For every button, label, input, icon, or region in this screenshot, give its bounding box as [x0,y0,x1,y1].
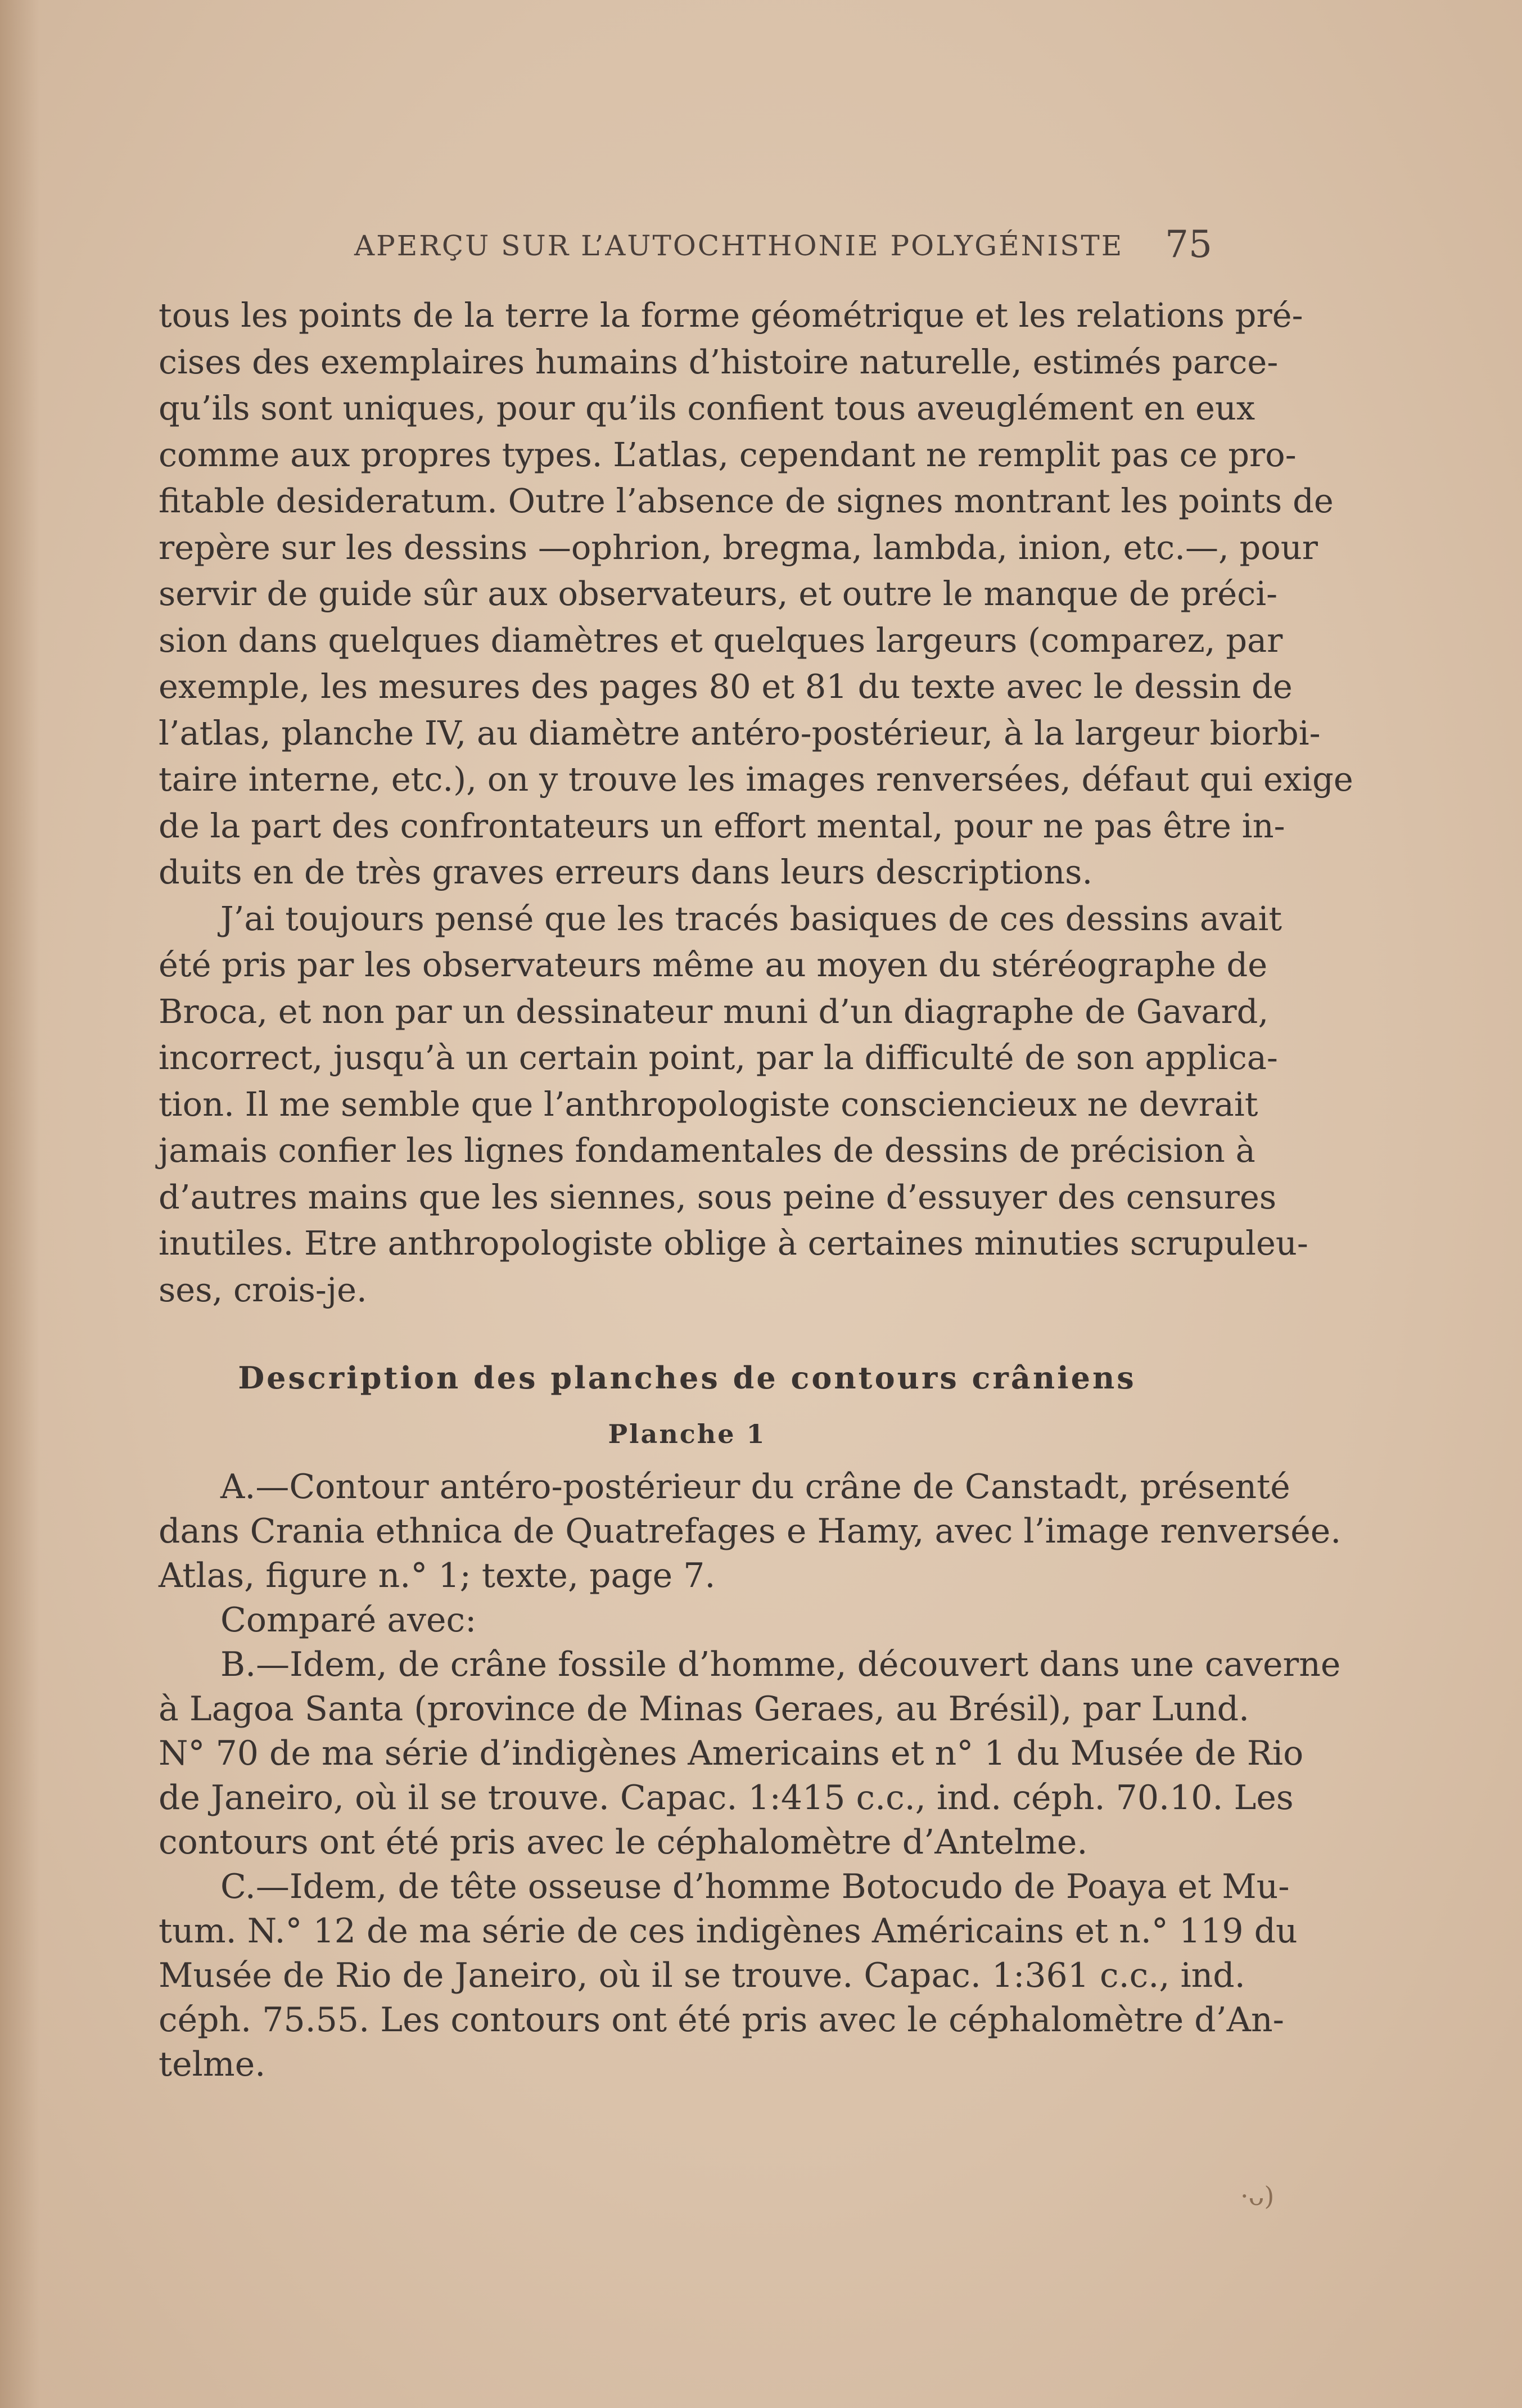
plate-line: Musée de Rio de Janeiro, où il se trouve. Capac. 1:361 c.c., ind. [159,1956,1245,1995]
text-line: comme aux propres types. L’atlas, cependant ne remplit pas ce pro- [159,435,1297,474]
plate-line: Comparé avec: [220,1600,477,1640]
text-line: repère sur les dessins —ophrion, bregma, lambda, inion, etc.—, pour [159,527,1318,567]
text-line: inutiles. Etre anthropologiste oblige à certaines minuties scrupuleu- [159,1224,1308,1262]
text-line: ses, crois-je. [159,1270,367,1309]
section-title: Description des planches de contours crâniens [238,1360,1136,1396]
text-line: exemple, les mesures des pages 80 et 81 du texte avec le dessin de [159,667,1293,706]
page-number: 75 [1165,223,1212,266]
text-line: fitable desideratum. Outre l’absence de signes montrant les points de [159,481,1334,520]
plate-line: telme. [159,2045,266,2084]
text-line: sion dans quelques diamètres et quelques largeurs (comparez, par [159,620,1283,660]
subsection-title: Planche 1 [608,1419,766,1449]
plate-description [159,1465,1342,2087]
plate-line: contours ont été pris avec le céphalomètre d’Antelme. [159,1823,1088,1862]
plate-line: dans Crania ethnica de Quatrefages e Hamy, avec l’image renversée. [159,1512,1342,1551]
text-line: de la part des confrontateurs un effort mental, pour ne pas être in- [159,806,1285,845]
spacer [159,1313,1216,1352]
text-line: servir de guide sûr aux observateurs, et outre le manque de préci- [159,574,1278,613]
text-line: tion. Il me semble que l’anthropologiste consciencieux ne devrait [159,1084,1258,1124]
plate-line: céph. 75.55. Les contours ont été pris avec le céphalomètre d’An- [159,2000,1284,2040]
plate-line: C.—Idem, de tête osseuse d’homme Botocudo de Poaya et Mu- [220,1867,1290,1906]
page-edge-shadow [0,0,39,2408]
text-line: taire interne, etc.), on y trouve les images renversées, défaut qui exige [159,760,1353,799]
text-line: J’ai toujours pensé que les tracés basiques de ces dessins avait [220,899,1282,938]
text-line: incorrect, jusqu’à un certain point, par la difficulté de son applica- [159,1038,1278,1077]
plate-line: N° 70 de ma série d’indigènes Americains et n° 1 du Musée de Rio [159,1734,1304,1773]
plate-line: à Lagoa Santa (province de Minas Geraes, au Brésil), par Lund. [159,1689,1250,1729]
text-line: jamais confier les lignes fondamentales de dessins de précision à [159,1131,1255,1170]
plate-line: B.—Idem, de crâne fossile d’homme, découvert dans une caverne [220,1645,1341,1684]
text-line: duits en de très graves erreurs dans leurs descriptions. [159,853,1093,891]
text-line: tous les points de la terre la forme géométrique et les relations pré- [159,296,1303,335]
plate-line: A.—Contour antéro-postérieur du crâne de Canstadt, présenté [220,1467,1290,1507]
plate-line: Atlas, figure n.° 1; texte, page 7. [159,1556,716,1595]
plate-line: tum. N.° 12 de ma série de ces indigènes Américains et n.° 119 du [159,1911,1298,1951]
text-line: qu’ils sont uniques, pour qu’ils confient tous aveuglément en eux [159,389,1255,427]
text-line: l’atlas, planche IV, au diamètre antéro-postérieur, à la largeur biorbi- [159,713,1321,752]
main-text [159,292,1353,2087]
margin-mark: ·ᴗ) [1240,2181,1275,2211]
text-line: été pris par les observateurs même au moyen du stéréographe de [159,945,1268,984]
text-line: cises des exemplaires humains d’histoire naturelle, estimés parce- [159,342,1279,381]
text-line: Broca, et non par un dessinateur muni d’un diagraphe de Gavard, [159,991,1269,1031]
text-line: d’autres mains que les siennes, sous peine d’essuyer des censures [159,1177,1277,1216]
plate-line: de Janeiro, où il se trouve. Capac. 1:415 c.c., ind. céph. 70.10. Les [159,1778,1294,1818]
running-header: APERÇU SUR L’AUTOCHTHONIE POLYGÉNISTE [354,229,1124,262]
